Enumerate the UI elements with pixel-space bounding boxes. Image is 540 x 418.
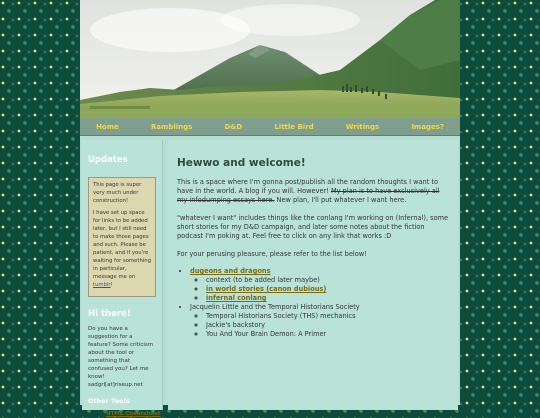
list-item: ◦ Jackie's backstory (206, 321, 458, 330)
conlang-paragraph: "whatever I want" includes things like the conlang I'm working on (Infernal), some short stories for my D&D campaign, and later some notes about the fiction podcast I'm poking at. Feel free to click on any link that works :D (177, 214, 449, 240)
tools-list (106, 411, 162, 418)
intro-strikethrough-text: My plan is to have exclusively all my infodumping essays here. (177, 187, 440, 204)
notice-text-2-before: I have set up space for links to be added later, but I still need to make those pages and such. Please be patient, and if you're waiting for something in particular, message me on (93, 210, 152, 280)
list-item (206, 294, 458, 303)
notice-text-2-after: ! (110, 282, 113, 288)
list-item-jacquelin (190, 303, 458, 339)
infernal-conlang-link[interactable]: infernal conlang (206, 294, 267, 302)
html-cheatsheet-link[interactable]: HTML Cheatsheet (106, 411, 161, 417)
content-list (168, 267, 458, 339)
sidebar (82, 140, 163, 417)
construction-notice (88, 177, 156, 297)
list-item: ◦ You And Your Brain Demon: A Primer (206, 330, 458, 339)
main-content (168, 140, 458, 410)
nav-home[interactable]: Home (96, 122, 119, 131)
feedback-text: Do you have a suggestion for a feature? Some criticism about the tool or something that confused you? Let me know! sadgrl[at]riseup.net (88, 326, 154, 388)
tumblr-link[interactable]: tumblr (93, 282, 111, 288)
notice-text-1: This page is super very much under construction! (93, 182, 142, 204)
nav-writings[interactable]: Writings (345, 122, 380, 131)
updates-heading: Updates (88, 155, 128, 165)
dnd-link[interactable]: dugeons and dragons (190, 267, 271, 275)
list-item: ◦ context (to be added later maybe) (206, 276, 458, 285)
top-navigation (80, 118, 460, 136)
nav-images[interactable]: Images? (411, 122, 444, 131)
list-item: ◦ Temporal Historians Society (THS) mechanics (206, 312, 458, 321)
list-item-dnd (190, 267, 458, 303)
list-intro-paragraph: For your perusing pleasure, please refer to the list below! (177, 250, 367, 258)
intro-text-after: New plan, I'll put whatever I want here. (274, 196, 407, 204)
list-item (206, 285, 458, 294)
page-container (80, 0, 460, 417)
header-banner-image (80, 0, 460, 118)
notice-text-2 (93, 209, 151, 289)
dnd-sublist (190, 276, 458, 303)
jacquelin-title: Jacquelin Little and the Temporal Historians Society (190, 303, 360, 311)
other-tools-heading: Other Tools (88, 397, 130, 405)
mountain-landscape-image (80, 0, 460, 118)
hi-there-heading: Hi there! (88, 309, 131, 319)
in-world-stories-link[interactable]: in world stories (canon dubious) (206, 285, 327, 293)
nav-little-bird[interactable]: Little Bird (274, 122, 314, 131)
jacquelin-sublist (190, 312, 458, 339)
page-title: Hewwo and welcome! (177, 157, 306, 169)
intro-paragraph (177, 178, 449, 205)
nav-ramblings[interactable]: Ramblings (150, 122, 193, 131)
intro-text-before: This is a space where I'm gonna post/publish all the random thoughts I want to have in the world. A blog if you will. However! (177, 178, 439, 195)
list-item (106, 411, 162, 418)
nav-dnd[interactable]: D&D (224, 122, 243, 131)
